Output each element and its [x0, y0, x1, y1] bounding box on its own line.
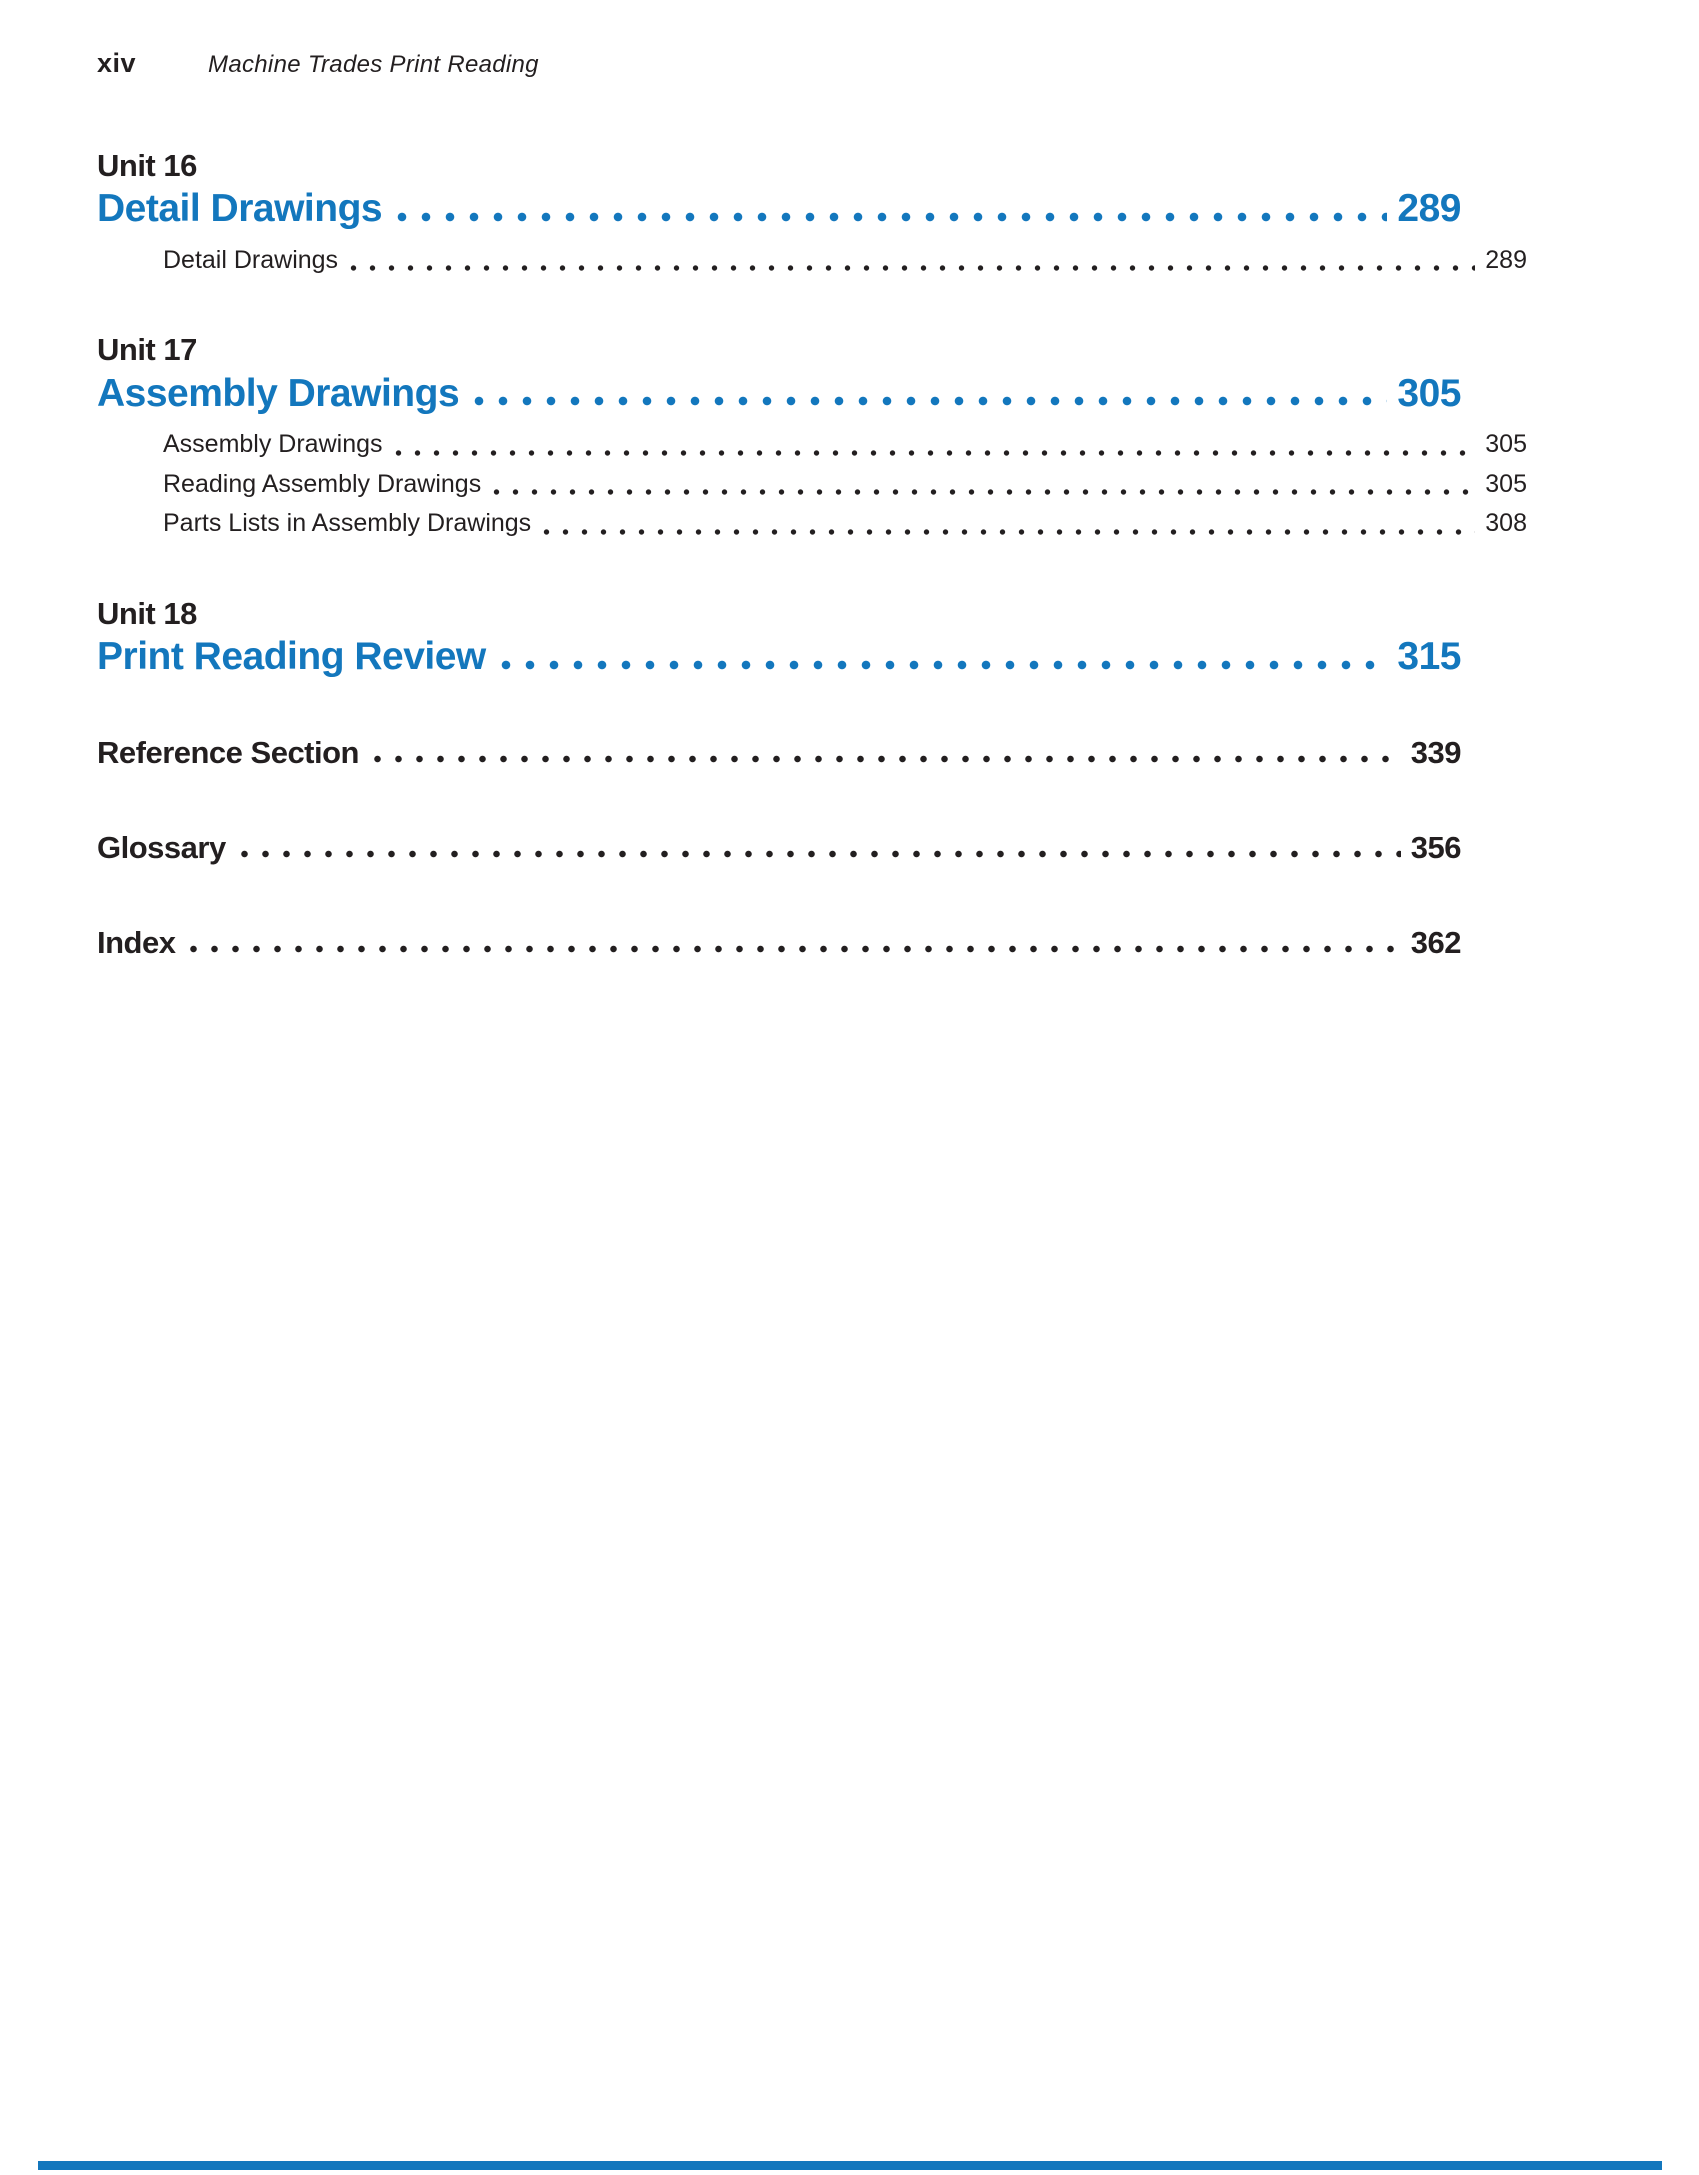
section-title: Index — [97, 925, 176, 961]
toc-section-reference — [97, 734, 1461, 771]
dot-leader — [344, 265, 1475, 271]
toc-entry-row — [163, 426, 1527, 464]
unit-page-number: 315 — [1397, 634, 1461, 678]
toc-entry-row — [163, 466, 1527, 504]
entry-title: Parts Lists in Assembly Drawings — [163, 509, 532, 538]
unit-label: Unit 18 — [97, 595, 197, 631]
running-title: Machine Trades Print Reading — [208, 51, 539, 78]
toc-entry-row — [163, 505, 1527, 543]
section-page-number: 362 — [1410, 925, 1461, 961]
entry-title: Assembly Drawings — [163, 430, 383, 459]
toc-unit-17 — [97, 332, 1527, 542]
entry-page-number: 289 — [1485, 245, 1527, 274]
entry-page-number: 305 — [1485, 430, 1527, 459]
toc-section-index — [97, 924, 1461, 961]
entry-page-number: 305 — [1485, 469, 1527, 498]
toc-unit-heading-row — [97, 187, 1461, 232]
dot-leader — [487, 489, 1475, 495]
dot-leader — [494, 660, 1388, 670]
toc-unit-heading-row — [97, 372, 1461, 417]
unit-title: Assembly Drawings — [97, 371, 460, 415]
entry-title: Reading Assembly Drawings — [163, 469, 482, 498]
unit-title: Print Reading Review — [97, 634, 486, 678]
toc-unit-18 — [97, 597, 1461, 680]
dot-leader — [183, 945, 1400, 953]
entry-title: Detail Drawings — [163, 245, 339, 274]
toc-unit-heading-row — [97, 635, 1461, 680]
entry-page-number: 308 — [1485, 509, 1527, 538]
dot-leader — [234, 850, 1401, 858]
dot-leader — [390, 212, 1387, 222]
unit-page-number: 289 — [1397, 187, 1461, 231]
page-folio: xiv — [97, 48, 137, 78]
unit-label: Unit 16 — [97, 148, 197, 183]
dot-leader — [537, 529, 1475, 535]
unit-page-number: 305 — [1397, 371, 1461, 415]
dot-leader — [367, 755, 1401, 763]
dot-leader — [467, 396, 1387, 406]
running-head — [97, 48, 1461, 79]
section-page-number: 356 — [1410, 830, 1461, 865]
decorative-bottom-bar — [38, 2161, 1662, 2170]
section-title: Reference Section — [97, 734, 359, 770]
unit-title: Detail Drawings — [97, 187, 383, 231]
toc-entry-row — [163, 242, 1527, 280]
unit-label: Unit 17 — [97, 332, 197, 368]
dot-leader — [389, 450, 1476, 456]
toc-unit-16 — [97, 148, 1527, 279]
section-page-number: 339 — [1410, 734, 1461, 770]
section-title: Glossary — [97, 830, 226, 865]
toc-section-glossary — [97, 829, 1461, 866]
